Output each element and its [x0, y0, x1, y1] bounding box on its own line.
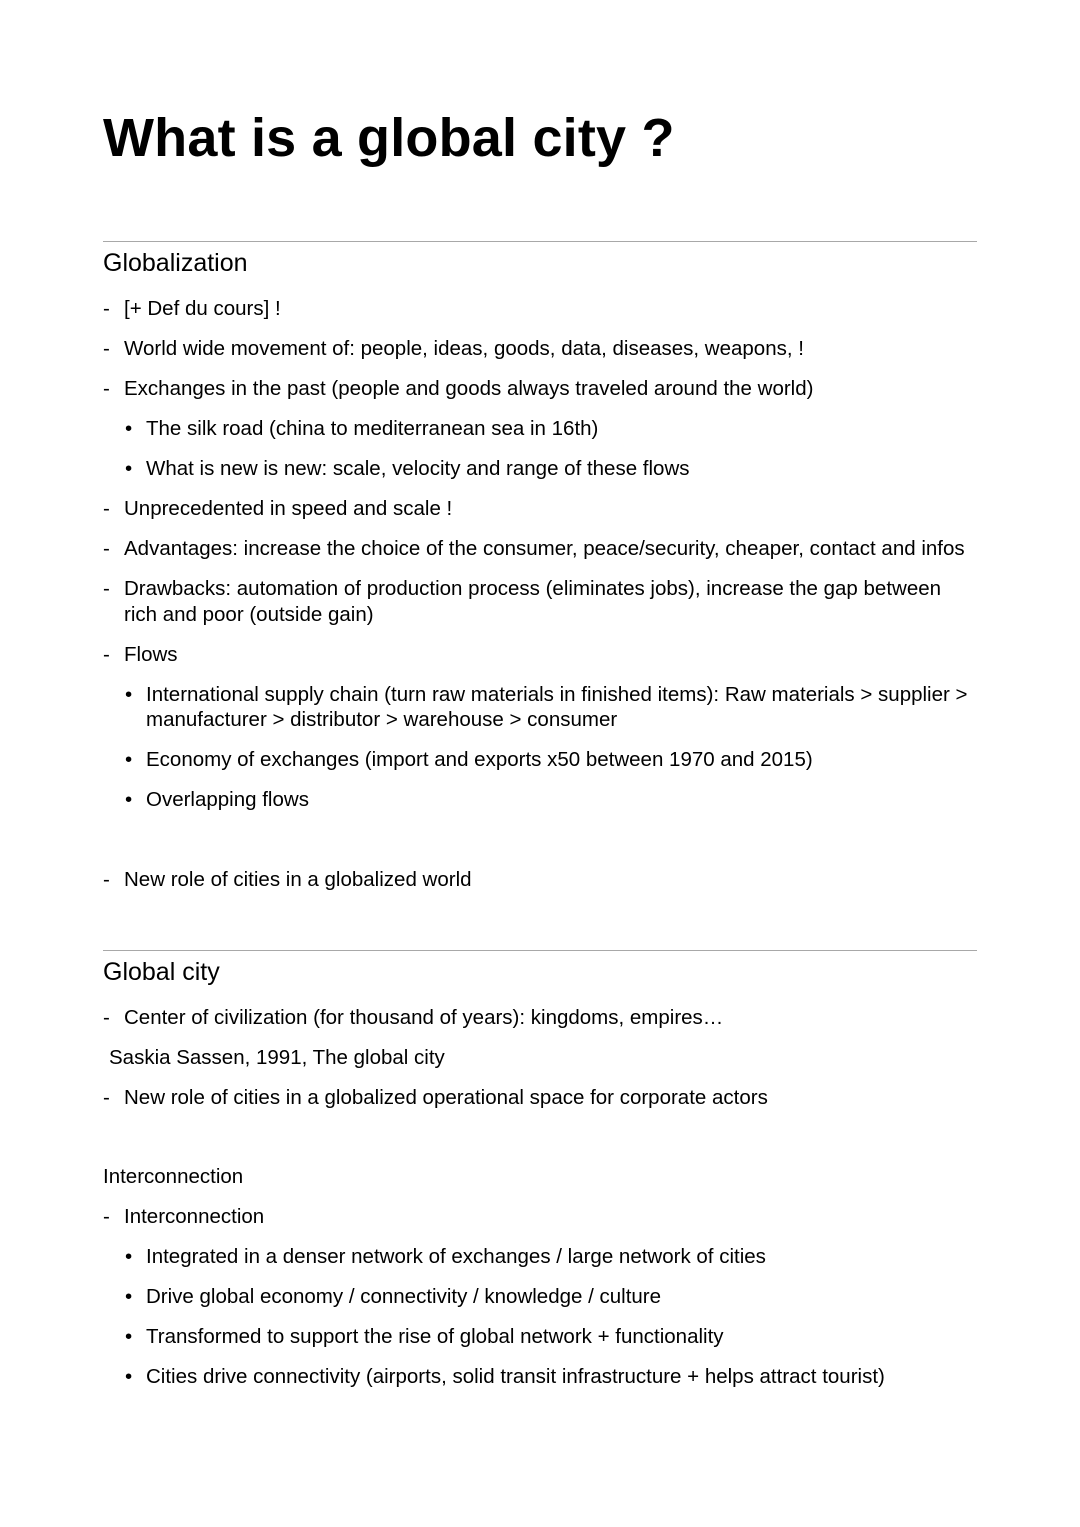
sub-list-item: • Transformed to support the rise of global network + functionality: [103, 1324, 977, 1350]
sub-list-item: • Drive global economy / connectivity / knowledge / culture: [103, 1284, 977, 1310]
sub-list-item: • Overlapping flows: [103, 787, 977, 813]
list-item: - Unprecedented in speed and scale !: [103, 496, 977, 522]
citation-line: Saskia Sassen, 1991, The global city: [109, 1046, 445, 1069]
list-item: - Flows: [103, 642, 977, 668]
global-city-list: [103, 1005, 977, 1125]
list-item: - [+ Def du cours] !: [103, 296, 977, 322]
list-item: - New role of cities in a globalized operational space for corporate actors: [103, 1085, 977, 1111]
section-divider: [103, 241, 977, 242]
sub-list-item: • What is new is new: scale, velocity and range of these flows: [103, 456, 977, 482]
sub-list-item: • Integrated in a denser network of exchanges / large network of cities: [103, 1244, 977, 1270]
list-item: - Center of civilization (for thousand of years): kingdoms, empires…: [103, 1005, 977, 1031]
sub-list-item: • International supply chain (turn raw materials in finished items): Raw materials > supplier > manufacturer > distributor > warehouse > consumer: [103, 682, 977, 733]
list-item: - World wide movement of: people, ideas, goods, data, diseases, weapons, !: [103, 336, 977, 362]
list-item: - Interconnection: [103, 1204, 977, 1230]
globalization-list: [103, 296, 977, 907]
section-heading-global-city: Global city: [103, 958, 220, 986]
sub-list-item: • Economy of exchanges (import and exports x50 between 1970 and 2015): [103, 747, 977, 773]
section-heading-globalization: Globalization: [103, 249, 248, 277]
list-item: - Drawbacks: automation of production process (eliminates jobs), increase the gap between rich and poor (outside gain): [103, 576, 977, 627]
section-divider: [103, 950, 977, 951]
list-item: - New role of cities in a globalized world: [103, 867, 977, 893]
subheading-interconnection: Interconnection: [103, 1165, 244, 1188]
sub-list-item: • Cities drive connectivity (airports, solid transit infrastructure + helps attract tourist): [103, 1364, 977, 1390]
list-item: - Exchanges in the past (people and goods always traveled around the world): [103, 376, 977, 402]
list-item: - Advantages: increase the choice of the consumer, peace/security, cheaper, contact and infos: [103, 536, 977, 562]
sub-list-item: • The silk road (china to mediterranean sea in 16th): [103, 416, 977, 442]
interconnection-list: [103, 1164, 977, 1404]
page-title: What is a global city ?: [103, 108, 675, 168]
